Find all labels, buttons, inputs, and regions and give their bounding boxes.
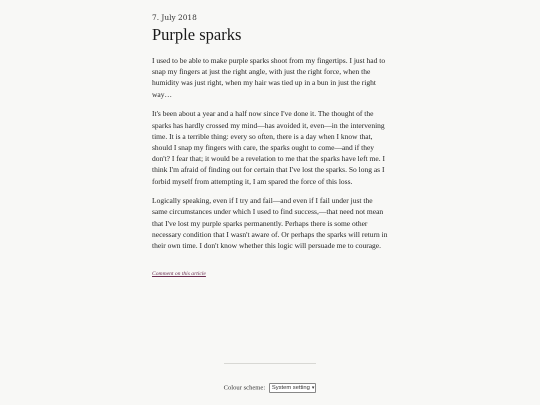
article-title: Purple sparks [152,25,242,44]
chevron-down-icon: ▾ [311,385,315,391]
footer [0,383,540,393]
article-date: 7. July 2018 [152,13,197,22]
article-paragraph: Logically speaking, even if I try and fail—and even if I fail under just the same circumstances under which I used to find success,—that need not mean that I've lost my purple sparks permanently. Perhaps there is some other necessary condition that I wasn't aware of. Or perhaps the sparks will return in their own time. I don't know whether this logic will persuade me to courage. [152,196,388,251]
comment-link[interactable]: Comment on this article [152,270,206,277]
article-paragraph: It's been about a year and a half now since I've done it. The thought of the sparks has hardly crossed my mind—has avoided it, even—in the intervening time. It is a terrible thing: every so often, there is a day when I know that, should I snap my fingers with care, the sparks ought to come—and if they don't? I fear that; it would be a revelation to me that the sparks have left me. I think I'm afraid of finding out for certain that I've lost the sparks. So long as I forbid myself from attempting it, I am spared the force of this loss. [152,109,385,186]
colour-scheme-select[interactable] [269,383,317,393]
article-paragraph: I used to be able to make purple sparks shoot from my fingertips. I just had to snap my fingers at just the right angle, with just the right force, when the humidity was just right, when my hair was tied up in a bun in just the right way… [152,56,386,99]
colour-scheme-label: Colour scheme: [223,384,266,392]
article [152,13,388,279]
colour-scheme-value: System setting [271,385,310,391]
footer-divider [224,363,316,364]
